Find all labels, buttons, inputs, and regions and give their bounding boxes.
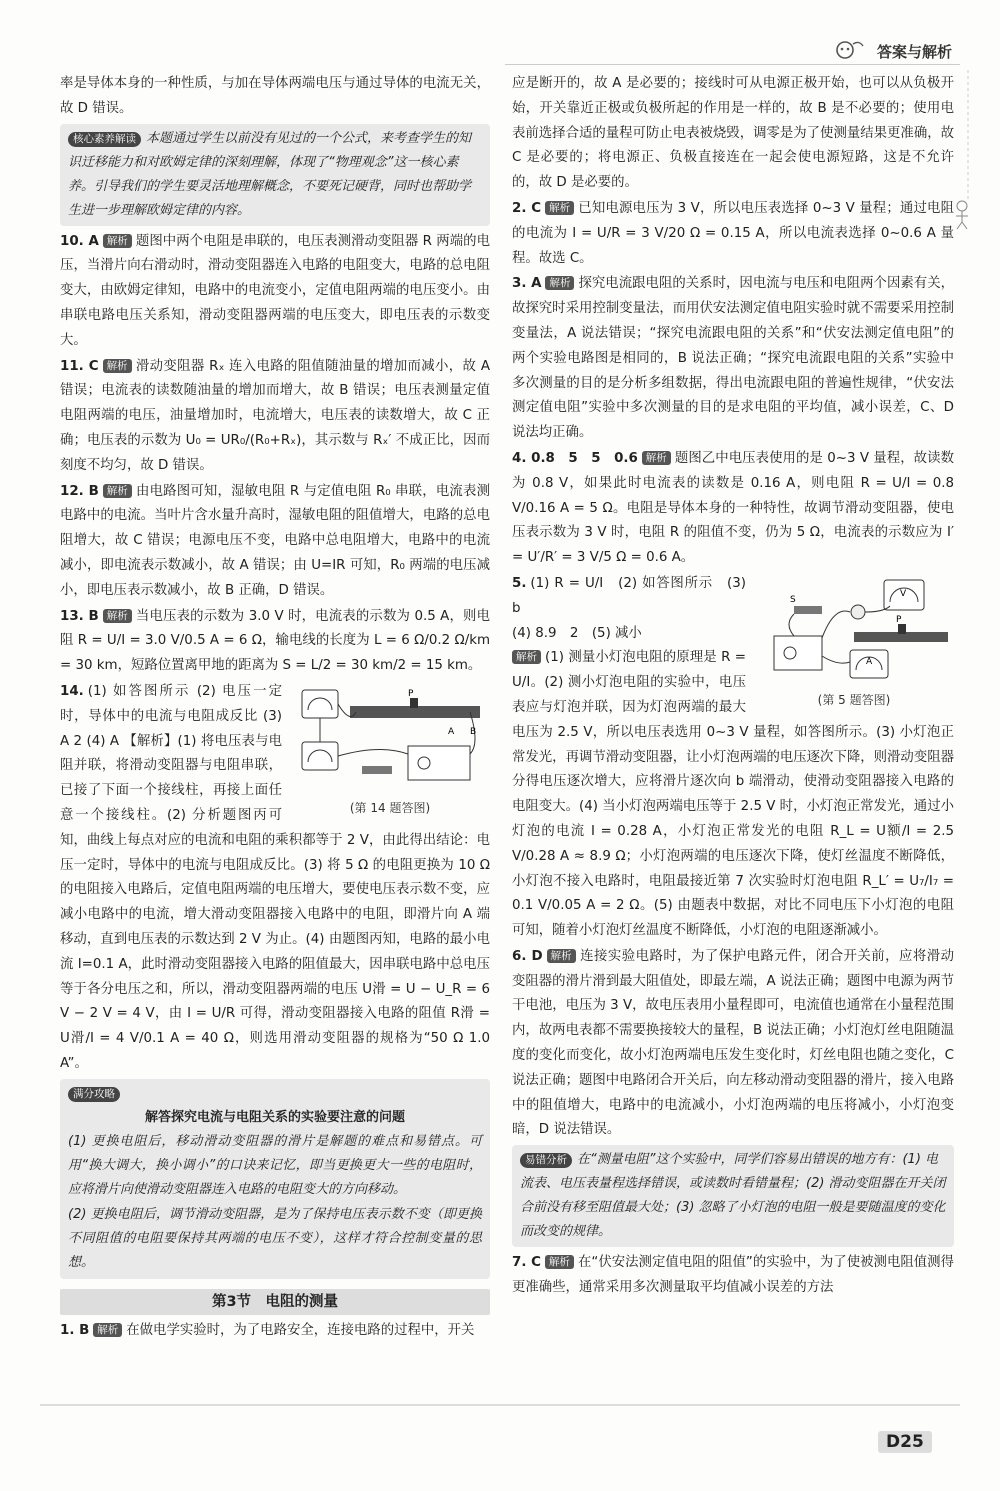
analysis-tag: 解析 (545, 1255, 574, 1269)
answer-4-number: 4. 0.8 5 5 0.6 (512, 450, 638, 466)
mascot-icon (833, 38, 867, 64)
svg-text:A: A (448, 726, 455, 737)
tips-box (60, 1079, 490, 1279)
figure-14-caption: (第 14 题答图) (349, 800, 431, 815)
answer-12-number: 12. B (60, 483, 99, 499)
answer-11-text: 滑动变阻器 Rₓ 连入电路的阻值随油量的增加而减小，故 A 错误；电流表的读数随油量的增加而增大，故 B 错误；电压表测量定值电阻两端的电压，油量增加时，电流增大，电压表的读数增大，故 C 正确；电压表的示数为 U₀ = UR₀/(R₀+Rₓ)，其示数与 Rₓ′ 不成正比，因而刻度不均匀，故 D 错误。 (60, 358, 490, 473)
answer-11 (60, 355, 490, 479)
left-intro: 率是导体本身的一种性质，与加在导体两端电压与通过导体的电流无关，故 D 错误。 (60, 76, 490, 116)
tips-point-1: (1) 更换电阻后，移动滑动变阻器的滑片是解题的难点和易错点。可用“换大调大，换小调小”的口诀来记忆，即当更换更大一些的电阻时，应将滑片向使滑动变阻器连入电路的电阻变大的方向移动。 (68, 1133, 482, 1197)
core-literacy-box (60, 124, 490, 226)
answer-5 (512, 572, 954, 944)
svg-text:B: B (470, 726, 477, 737)
core-literacy-text: 本题通过学生以前没有见过的一个公式，来考查学生的知识迁移能力和对欧姆定律的深刻理解，体现了“物理观念”这一核心素养。引导我们的学生要灵活地理解概念，不要死记硬背，同时也帮助学生进一步理解欧姆定律的内容。 (68, 130, 472, 218)
svg-text:A: A (866, 656, 873, 667)
tips-tag: 满分攻略 (68, 1087, 120, 1102)
answer-6-number: 6. D (512, 948, 543, 964)
section-heading: 第3节 电阻的测量 (60, 1289, 490, 1315)
answer-5-part-b: (4) 8.9 2 (5) 减小 (512, 625, 642, 641)
answer-5-number: 5. (512, 575, 527, 591)
answer-1-text: 在做电学实验时，为了电路安全，连接电路的过程中，开关 (126, 1322, 475, 1338)
figure-5 (754, 576, 954, 713)
header-divider (505, 64, 960, 65)
answer-7-text: 在“伏安法测定值电阻的阻值”的实验中，为了使被测电阻值测得更准确些，通常采用多次测量取平均值减小误差的方法 (512, 1255, 954, 1296)
analysis-tag: 解析 (103, 484, 132, 498)
answer-10-number: 10. A (60, 233, 99, 249)
answer-2-text: 已知电源电压为 3 V，所以电压表选择 0~3 V 量程；通过电阻的电流为 I = U/R = 3 V/20 Ω = 0.15 A，所以电流表选择 0~0.6 A 量程。故选 C。 (512, 200, 954, 266)
answer-7-number: 7. C (512, 1255, 541, 1271)
right-column (512, 72, 954, 1302)
svg-text:P: P (896, 614, 902, 625)
answer-14-number: 14. (60, 683, 84, 699)
answer-4-text: 题图乙中电压表使用的是 0~3 V 量程，故读数为 0.8 V，如果此时电流表的读数是 0.16 A，则电阻 R = U/I = 0.8 V/0.16 A = 5 Ω。电阻是导体本身的一种特性，故调节滑动变阻器，使电压表示数为 3 V 时，电阻 R 的阻值不变，仍为 5 Ω，电流表的示数应为 I′ = U′/R′ = 3 V/5 Ω = 0.6 A。 (512, 450, 954, 566)
figure-14 (290, 684, 490, 821)
svg-text:S: S (790, 594, 796, 605)
analysis-tag: 解析 (545, 201, 574, 215)
answer-12-text: 由电路图可知，湿敏电阻 R 与定值电阻 R₀ 串联，电流表测电路中的电流。当叶片含水量升高时，湿敏电阻的阻值增大，电路的总电阻增大，故 C 错误；电源电压不变，电路中总电阻增大，电路中的电流减小，即电流表示数减小，故 A 错误；由 U=IR 可知，R₀ 两端的电压减小，即电压表示数减小，故 B 正确，D 错误。 (60, 483, 490, 598)
analysis-tag: 解析 (545, 276, 574, 290)
answer-7 (512, 1251, 954, 1301)
answer-3-text: 探究电流跟电阻的关系时，因电流与电压和电阻两个因素有关，故探究时采用控制变量法，而用伏安法测定值电阻实验时就不需要采用控制变量法，A 说法错误；“探究电流跟电阻的关系”和“伏安法测定值电阻”的两个实验电路图是相同的，B 说法正确；“探究电流跟电阻的关系”实验中多次测量的目的是分析多组数据，得出电流跟电阻的普遍性规律，“伏安法测定值电阻”实验中多次测量的目的是求电阻的平均值，减小误差，C、D 说法均正确。 (512, 276, 954, 441)
answer-12 (60, 480, 490, 604)
page-number: D25 (878, 1431, 932, 1453)
answer-1 (60, 1319, 490, 1344)
answer-10 (60, 230, 490, 354)
analysis-tag: 解析 (103, 234, 132, 248)
analysis-tag: 解析 (93, 1323, 122, 1337)
answer-6-text: 连接实验电路时，为了保护电路元件，闭合开关前，应将滑动变阻器的滑片滑到最大阻值处，即最左端，A 说法正确；题图中电源为两节干电池，电压为 3 V，故电压表用小量程即可，电流值也通常在小量程范围内，故两电表都不需要换接较大的量程，B 说法正确；小灯泡灯丝电阻随温度的变化而变化，故小灯泡两端电压发生变化时，灯丝电阻也随之变化，C 说法正确；题图中电路闭合开关后，向左移动滑动变阻器的滑片，接入电路中的阻值增大，电路中的电流减小，小灯泡两端的电压将减小，小灯泡变暗，D 说法错误。 (512, 948, 954, 1138)
circuit-diagram-5 (754, 576, 954, 688)
answer-13-text: 当电压表的示数为 3.0 V 时，电流表的示数为 0.5 A，则电阻 R = U/I = 3.0 V/0.5 A = 6 Ω，输电线的长度为 L = 6 Ω/0.2 Ω/km = 30 km，短路位置离甲地的距离为 S = L/2 = 30 km/2 = 15 km。 (60, 608, 490, 674)
answer-10-text: 题图中两个电阻是串联的，电压表测滑动变阻器 R 两端的电压，当滑片向右滑动时，滑动变阻器连入电路的电阻变大，电路的总电阻变大，由欧姆定律知，电路中的电流变小，定值电阻两端的电压变小。由串联电路电压关系知，滑动变阻器两端的电压变大，即电压表的示数变大。 (60, 233, 490, 348)
error-analysis-text: 在“测量电阻”这个实验中，同学们容易出错误的地方有：(1) 电流表、电压表量程选择错误，或读数时看错量程；(2) 滑动变阻器在开关闭合前没有移至阻值最大处；(3) 忽略了小灯泡的电阻一般是要随温度的变化而改变的规律。 (520, 1152, 946, 1240)
svg-text:P: P (408, 688, 414, 699)
answer-4 (512, 447, 954, 571)
answer-14-text: (1) 如答图所示 (2) 电压一定时，导体中的电流与电阻成反比 (3) A 2 (4) A 【解析】(1) 将电压表与电阻并联，将滑动变阻器与电阻串联，已接了下面一个接线柱，再接上面任意一个接线柱。(2) 分析题图丙可知，曲线上每点对应的电流和电阻的乘积都等于 2 V，由此得出结论：电压一定时，导体中的电流与电阻成反比。(3) 将 5 Ω 的电阻更换为 10 Ω 的电阻接入电路后，定值电阻两端的电压增大，要使电压表示数不变，应减小电路中的电流，增大滑动变阻器接入电路中的电阻，即滑片向 A 端移动，直到电压表的示数达到 2 V 为止。(4) 由题图丙知，电路的最小电流 I=0.1 A，此时滑动变阻器接入电路的阻值最大，因串联电路中总电压等于各分电压之和，所以，滑动变阻器两端的电压 U滑 = U − U_R = 6 V − 2 V = 4 V，由 I = U/R 可得，滑动变阻器接入电路的阻值 R滑 = U滑/I = 4 V/0.1 A = 40 Ω，则选用滑动变阻器的规格为“50 Ω 1.0 A”。 (60, 683, 490, 1071)
answer-11-number: 11. C (60, 358, 99, 374)
error-analysis-tag: 易错分析 (520, 1153, 572, 1168)
answer-1-number: 1. B (60, 1322, 90, 1338)
answer-2 (512, 197, 954, 271)
tips-title: 解答探究电流与电阻关系的实验要注意的问题 (144, 1109, 405, 1125)
answer-2-number: 2. C (512, 200, 542, 216)
analysis-tag: 解析 (547, 949, 576, 963)
header-title: 答案与解析 (876, 42, 952, 61)
tips-point-2: (2) 更换电阻后，调节滑动变阻器，是为了保持电压表示数不变（即更换不同阻值的电阻要保持其两端的电压不变），这样才符合控制变量的思想。 (68, 1206, 482, 1270)
answer-5-part-a: (1) R = U/I (2) 如答图所示 (3) b (512, 575, 746, 616)
analysis-tag: 解析 (512, 650, 541, 664)
page-header (833, 38, 952, 64)
analysis-tag: 解析 (103, 609, 132, 623)
left-column (60, 72, 490, 1344)
answer-3-number: 3. A (512, 276, 542, 292)
analysis-tag: 解析 (642, 451, 671, 465)
answer-1-continued: 应是断开的，故 A 是必要的；接线时可从电源正极开始，也可以从负极开始，开关靠近正极或负极所起的作用是一样的，故 B 是不必要的；使用电表前选择合适的量程可防止电表被烧毁，调零是为了使测量结果更准确，故 C 是必要的；将电源正、负极直接连在一起会使电源短路，这是不允许的，故 D 是必要的。 (512, 76, 954, 191)
analysis-tag: 解析 (103, 359, 132, 373)
circuit-diagram-14 (290, 684, 490, 796)
answer-13-number: 13. B (60, 608, 99, 624)
core-literacy-tag: 核心素养解读 (68, 132, 141, 147)
footer-divider (40, 1404, 960, 1406)
svg-text:V: V (900, 588, 907, 599)
answer-14 (60, 680, 490, 1077)
answer-13 (60, 605, 490, 679)
answer-6 (512, 945, 954, 1143)
figure-5-caption: (第 5 题答图) (817, 692, 891, 707)
answer-3 (512, 272, 954, 446)
answer-5-text: (1) 测量小灯泡电阻的原理是 R = U/I。(2) 测小灯泡电阻的实验中，电压表应与灯泡并联，因为灯泡两端的最大电压为 2.5 V，所以电压表选用 0~3 V 量程，如答图所示。(3) 小灯泡正常发光，再调节滑动变阻器，让小灯泡两端的电压逐次下降，则滑动变阻器分得电压逐次增大，应将滑片逐次向 b 端滑动，使滑动变阻器接入电路的电阻变大。(4) 当小灯泡两端电压等于 2.5 V 时，小灯泡正常发光，通过小灯泡的电流 I = 0.28 A，小灯泡正常发光的电阻 R_L = U额/I = 2.5 V/0.28 A ≈ 8.9 Ω；小灯泡两端的电压逐次下降，使灯丝温度不断降低，小灯泡不接入电路时，电阻最接近第 7 次实验时灯泡电阻 R_L′ = U₇/I₇ = 0.1 V/0.05 A = 2 Ω。(5) 由题表中数据，对比不同电压下小灯泡的电阻可知，随着小灯泡灯丝温度不断降低，小灯泡的电阻逐渐减小。 (512, 650, 954, 939)
error-analysis-box (512, 1145, 954, 1247)
